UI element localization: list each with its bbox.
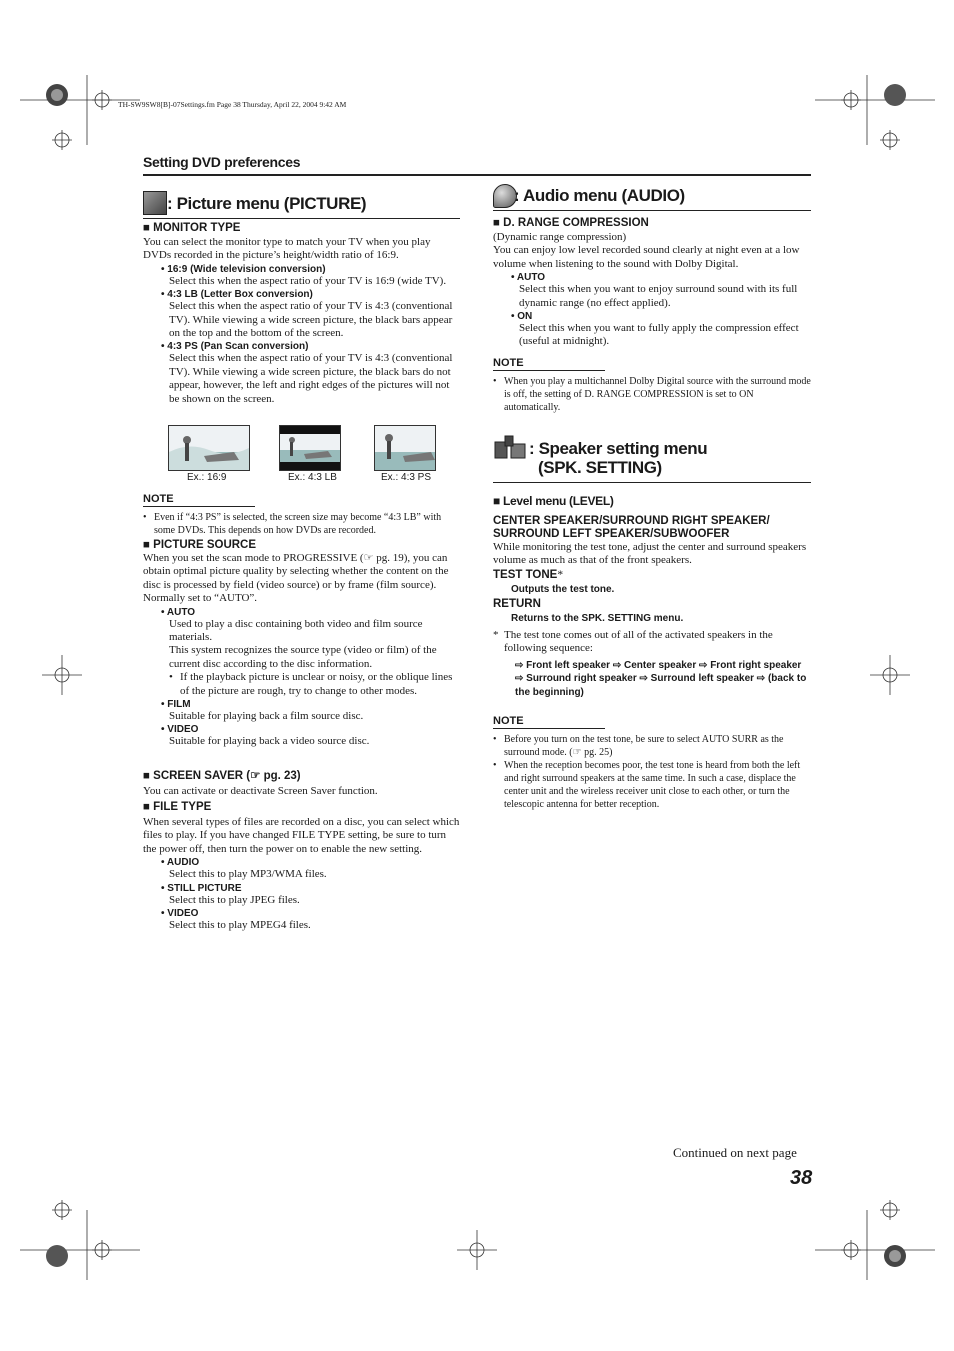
speaker-notes bbox=[493, 733, 811, 811]
monitor-type-section bbox=[143, 222, 461, 406]
return-text: Returns to the SPK. SETTING menu. bbox=[511, 612, 684, 624]
speaker-menu-icon bbox=[493, 434, 529, 460]
file-type-heading: ■ FILE TYPE bbox=[143, 801, 212, 813]
monitor-type-heading: ■ MONITOR TYPE bbox=[143, 222, 241, 234]
file-still-text: Select this to play JPEG files. bbox=[169, 893, 300, 906]
test-tone-text: Outputs the test tone. bbox=[511, 583, 615, 595]
source-auto-text1: Used to play a disc containing both video and film source materials. bbox=[169, 617, 423, 644]
option-lb-text: Select this when the aspect ratio of your TV is 4:3 (conventional TV). While viewing a wide screen picture, the black bars appear on the top and the bottom of the screen. bbox=[169, 300, 453, 340]
picture-title-rule bbox=[143, 218, 460, 219]
picture-source-intro: When you set the scan mode to PROGRESSIVE (☞ pg. 19), you can obtain optimal picture quality by selecting whether the content on the disc is processed by field (video source) or by frame (film source). bbox=[143, 552, 449, 591]
drc-auto-text: Select this when you want to enjoy surround sound with its full dynamic range (no effect applied). bbox=[519, 283, 798, 309]
picture-source-normally: Normally set to “AUTO”. bbox=[143, 592, 258, 605]
speaker-note-1: • Before you turn on the test tone, be sure to select AUTO SURR as the surround mode. (☞ pg. 25) bbox=[493, 734, 784, 758]
level-heading: ■ Level menu (LEVEL) bbox=[493, 494, 614, 508]
drc-sub: (Dynamic range compression) bbox=[493, 231, 627, 243]
file-type-intro: When several types of files are recorded on a disc, you can select which files to play. If you have changed FILE TYPE setting, be sure to turn the power off, then turn the power on to enable the new setting. bbox=[143, 816, 460, 855]
speaker-sequence: ⇨ Front left speaker ⇨ Center speaker ⇨ Front right speaker ⇨ Surround right speaker ⇨ Surround left speaker ⇨ (back to the beginning) bbox=[515, 659, 807, 699]
file-video-text: Select this to play MPEG4 files. bbox=[169, 919, 311, 932]
section-rule bbox=[143, 174, 811, 176]
speaker-menu-title-2: (SPK. SETTING) bbox=[538, 458, 662, 477]
caption-ps: Ex.: 4:3 PS bbox=[381, 472, 432, 483]
option-lb-label: • 4:3 LB (Letter Box conversion) bbox=[161, 289, 313, 301]
speaker-subheading-2: SURROUND LEFT SPEAKER/SUBWOOFER bbox=[493, 528, 730, 540]
caption-16-9: Ex.: 16:9 bbox=[187, 472, 227, 483]
file-audio-text: Select this to play MP3/WMA files. bbox=[169, 868, 327, 881]
speaker-title-rule bbox=[493, 482, 811, 483]
speaker-subheading-1: CENTER SPEAKER/SURROUND RIGHT SPEAKER/ bbox=[493, 515, 770, 527]
audio-title-rule bbox=[493, 210, 811, 211]
option-ps-text: Select this when the aspect ratio of your TV is 4:3 (conventional TV). While viewing a wide screen picture, the black bars do not appear, however, the left and right edges of the pictures will not be shown on the screen. bbox=[169, 352, 453, 405]
continued-text: Continued on next page bbox=[673, 1145, 797, 1160]
test-tone-label: TEST TONE* bbox=[493, 568, 564, 581]
option-16-9-label: • 16:9 (Wide television conversion) bbox=[161, 263, 326, 275]
speaker-section bbox=[493, 494, 811, 700]
picture-note-label: NOTE bbox=[143, 493, 255, 507]
speaker-menu-title-1: : Speaker setting menu bbox=[529, 439, 708, 458]
source-film-text: Suitable for playing back a film source disc. bbox=[169, 710, 364, 723]
picture-note-text: • Even if “4:3 PS” is selected, the screen size may become “4:3 LB” with some DVDs. This depends on how DVDs are recorded. bbox=[143, 512, 442, 536]
option-16-9-text: Select this when the aspect ratio of your TV is 16:9 (wide TV). bbox=[169, 274, 447, 287]
file-audio-label: • AUDIO bbox=[161, 857, 200, 869]
source-auto-sub: • If the playback picture is unclear or noisy, or the oblique lines of the picture are rough, try to change to other modes. bbox=[169, 671, 453, 697]
picture-source-section bbox=[143, 539, 461, 749]
drc-heading: ■ D. RANGE COMPRESSION bbox=[493, 217, 649, 229]
example-16-9-image bbox=[168, 425, 250, 471]
return-label: RETURN bbox=[493, 597, 541, 610]
file-type-section bbox=[143, 801, 461, 932]
file-header: TH-SW9SW8[B]-07Settings.fm Page 38 Thursday, April 22, 2004 9:42 AM bbox=[118, 100, 347, 109]
source-film-label: • FILM bbox=[161, 699, 191, 711]
screen-saver-heading: ■ SCREEN SAVER (☞ pg. 23) bbox=[143, 770, 301, 782]
example-ps-image bbox=[374, 425, 436, 471]
asterisk-note: * The test tone comes out of all of the activated speakers in the following sequence: bbox=[493, 628, 773, 655]
source-video-text: Suitable for playing back a video source disc. bbox=[169, 735, 370, 748]
speaker-note-2: • When the reception becomes poor, the test tone is heard from both the left and right surround speakers at the same time. In such a case, displace the center unit and the wireless receiver unit close to each other, or turn the telescopic antenna for better reception. bbox=[493, 760, 801, 810]
drc-auto-label: • AUTO bbox=[511, 272, 546, 284]
caption-lb: Ex.: 4:3 LB bbox=[288, 472, 337, 483]
drc-on-text: Select this when you want to fully apply the compression effect (useful at midnight). bbox=[519, 322, 799, 348]
source-auto-label: • AUTO bbox=[161, 606, 196, 618]
screen-saver-section bbox=[143, 768, 461, 798]
screen-saver-text: You can activate or deactivate Screen Saver function. bbox=[143, 785, 378, 797]
audio-section bbox=[493, 217, 811, 349]
file-still-label: • STILL PICTURE bbox=[161, 882, 242, 894]
picture-menu-title: : Picture menu (PICTURE) bbox=[167, 194, 367, 213]
page-number: 38 bbox=[790, 1167, 813, 1189]
speaker-note-label: NOTE bbox=[493, 715, 605, 729]
picture-source-heading: ■ PICTURE SOURCE bbox=[143, 539, 257, 551]
monitor-type-intro: You can select the monitor type to match your TV when you play DVDs recorded in the picture’s height/width ratio of 16:9. bbox=[143, 236, 431, 262]
audio-menu-title: : Audio menu (AUDIO) bbox=[514, 186, 685, 205]
source-auto-text2: This system recognizes the source type (video or film) of the current disc according to the disc information. bbox=[169, 644, 437, 670]
drc-on-label: • ON bbox=[511, 311, 533, 323]
file-video-label: • VIDEO bbox=[161, 908, 199, 920]
picture-menu-icon bbox=[143, 191, 167, 215]
audio-note-label: NOTE bbox=[493, 357, 605, 371]
drc-intro: You can enjoy low level recorded sound clearly at night even at a low volume when listening to the sound with Dolby Digital. bbox=[493, 244, 800, 270]
audio-note-text: • When you play a multichannel Dolby Digital source with the surround mode is off, the setting of D. RANGE COMPRESSION is set to ON automatically. bbox=[493, 376, 811, 413]
example-lb-image bbox=[279, 425, 341, 471]
section-header: Setting DVD preferences bbox=[143, 154, 301, 170]
speaker-intro: While monitoring the test tone, adjust the center and surround speakers volume as much as that of the front speakers. bbox=[493, 541, 807, 567]
source-video-label: • VIDEO bbox=[161, 724, 199, 736]
option-ps-label: • 4:3 PS (Pan Scan conversion) bbox=[161, 341, 309, 353]
